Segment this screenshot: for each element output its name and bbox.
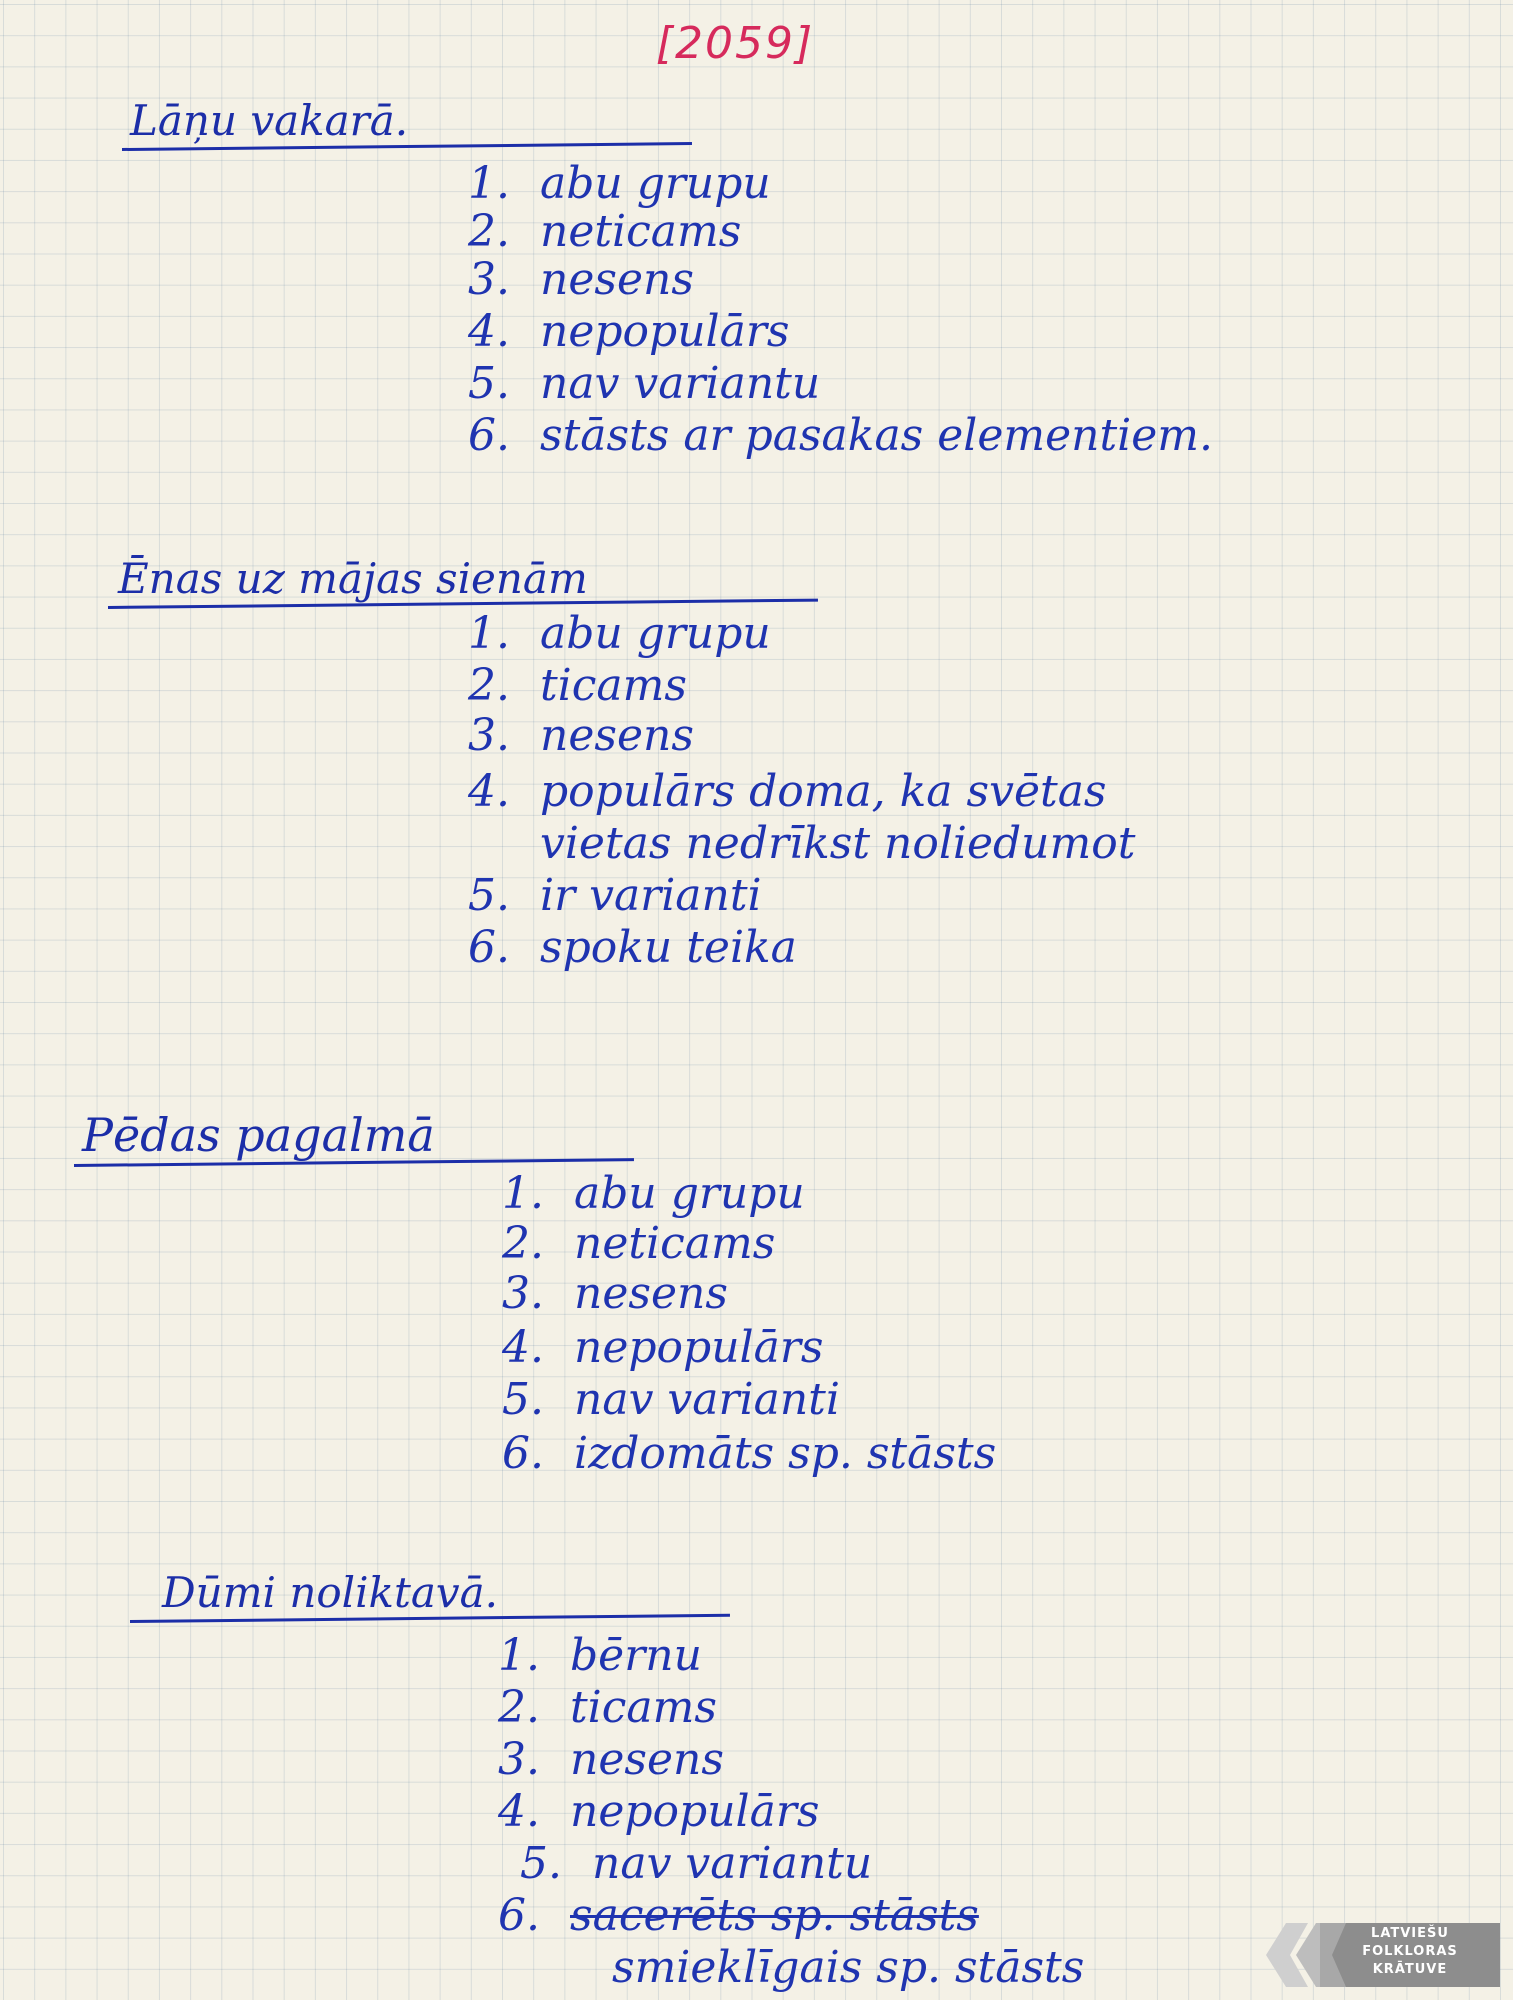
list-item: 3. nesens xyxy=(502,1268,728,1319)
list-item: 6. stāsts ar pasakas elementiem. xyxy=(468,410,1213,461)
list-item: 1. bērnu xyxy=(498,1630,702,1681)
section-title: Lāņu vakarā. xyxy=(130,96,409,145)
logo-line: KRĀTUVE xyxy=(1372,1962,1448,1977)
list-item: vietas nedrīkst noliedumot xyxy=(540,818,1136,869)
archive-number: [2059] xyxy=(655,18,815,69)
list-item: 2. ticams xyxy=(468,660,687,711)
list-item: 2. ticams xyxy=(498,1682,717,1733)
list-item: 5. nav variantu xyxy=(468,358,821,409)
list-item: 5. nav varianti xyxy=(502,1374,840,1425)
list-item: 6. sacerēts sp. stāsts xyxy=(498,1890,979,1941)
list-item: 6. spoku teika xyxy=(468,922,797,973)
list-item: 6. izdomāts sp. stāsts xyxy=(502,1428,997,1479)
list-item: 1. abu grupu xyxy=(468,158,771,209)
list-item: 2. neticams xyxy=(502,1218,776,1269)
section-title: Pēdas pagalmā xyxy=(82,1108,435,1162)
list-item: 1. abu grupu xyxy=(502,1168,805,1219)
list-item: 4. populārs doma, ka svētas xyxy=(468,766,1107,817)
list-item: 3. nesens xyxy=(468,254,694,305)
logo-line: FOLKLORAS xyxy=(1362,1944,1458,1959)
list-item: 4. nepopulārs xyxy=(502,1322,824,1373)
list-item: 1. abu grupu xyxy=(468,608,771,659)
list-item: 3. nesens xyxy=(468,710,694,761)
logo-line: LATVIEŠU xyxy=(1371,1926,1449,1941)
list-item: 5. ir varianti xyxy=(468,870,762,921)
section-title: Dūmi noliktavā. xyxy=(162,1568,499,1617)
list-item: 5. nav variantu xyxy=(520,1838,873,1889)
list-item: 2. neticams xyxy=(468,206,742,257)
list-item: 4. nepopulārs xyxy=(498,1786,820,1837)
list-item: 3. nesens xyxy=(498,1734,724,1785)
struck-text: sacerēts sp. stāsts xyxy=(570,1890,979,1941)
list-item: smieklīgais sp. stāsts xyxy=(612,1942,1085,1993)
section-title: Ēnas uz mājas sienām xyxy=(118,554,588,603)
list-item: 4. nepopulārs xyxy=(468,306,790,357)
